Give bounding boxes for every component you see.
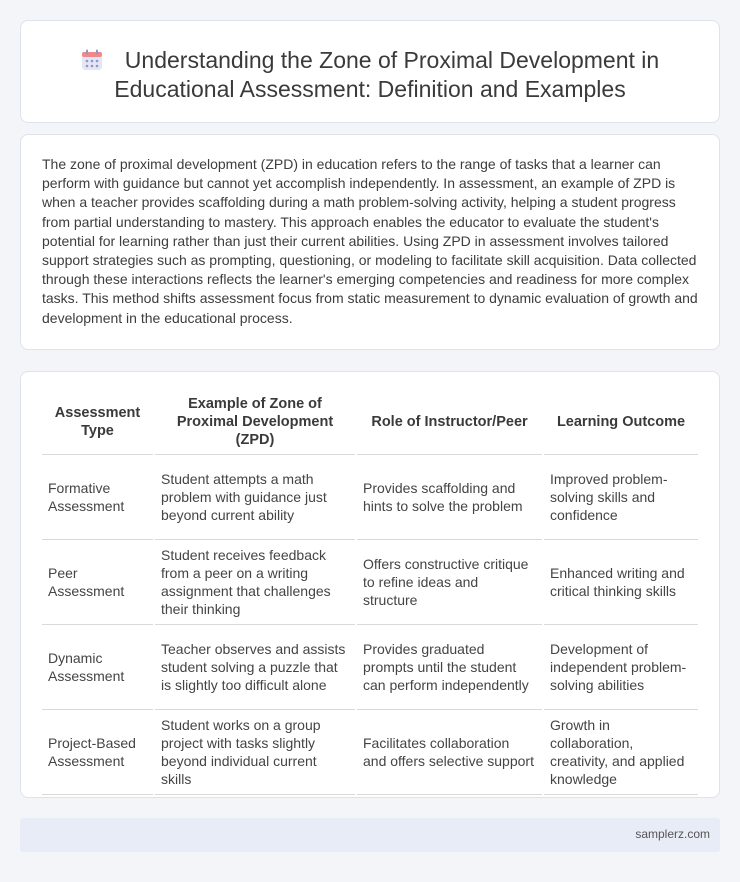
cell-zpd-example: Student receives feedback from a peer on a writing assignment that challenges their thinking [154,539,356,624]
footer [20,818,720,852]
cell-role: Provides graduated prompts until the student can perform independently [356,624,543,709]
header-outcome: Learning Outcome [543,390,698,454]
cell-outcome: Enhanced writing and critical thinking skills [543,539,698,624]
calendar-icon [81,49,103,71]
cell-assessment-type: Project-Based Assessment [42,709,154,794]
cell-zpd-example: Teacher observes and assists student solving a puzzle that is slightly too difficult alone [154,624,356,709]
header-assessment-type: Assessment Type [42,390,154,454]
table-header-row [42,390,698,454]
cell-zpd-example: Student works on a group project with tasks slightly beyond individual current skills [154,709,356,794]
cell-assessment-type: Peer Assessment [42,539,154,624]
header-role: Role of Instructor/Peer [356,390,543,454]
header-zpd-example: Example of Zone of Proximal Development (ZPD) [154,390,356,454]
cell-outcome: Growth in collaboration, creativity, and applied knowledge [543,709,698,794]
cell-assessment-type: Formative Assessment [42,454,154,539]
table-row [42,624,698,709]
description-card [20,134,720,350]
table-row [42,454,698,539]
table-row [42,709,698,794]
table-card [20,371,720,798]
cell-role: Offers constructive critique to refine ideas and structure [356,539,543,624]
cell-role: Provides scaffolding and hints to solve the problem [356,454,543,539]
table-row [42,539,698,624]
footer-site-link[interactable]: samplerz.com [635,827,710,841]
title-line-1: Understanding the Zone of Proximal Development in [124,47,660,73]
title-card [20,20,720,123]
cell-assessment-type: Dynamic Assessment [42,624,154,709]
cell-outcome: Development of independent problem-solving abilities [543,624,698,709]
cell-outcome: Improved problem-solving skills and confidence [543,454,698,539]
cell-role: Facilitates collaboration and offers selective support [356,709,543,794]
title-line-2: Educational Assessment: Definition and Examples [114,76,626,102]
zpd-table [42,390,698,795]
page-title [21,46,719,104]
cell-zpd-example: Student attempts a math problem with guidance just beyond current ability [154,454,356,539]
description-text: The zone of proximal development (ZPD) in education refers to the range of tasks that a learner can perform with guidance but cannot yet accomplish independently. In assessment, an example of ZPD is when a teacher provides scaffolding during a math problem-solving activity, helping a student progress from partial understanding to mastery. This approach enables the educator to evaluate the student's potential for learning rather than just their current abilities. Using ZPD in assessment involves tailored support strategies such as prompting, questioning, or modeling to facilitate skill acquisition. Data collected through these interactions reflects the learner's emerging competencies and readiness for more complex tasks. This method shifts assessment focus from static measurement to dynamic evaluation of growth and development in the educational process. [42,156,698,326]
